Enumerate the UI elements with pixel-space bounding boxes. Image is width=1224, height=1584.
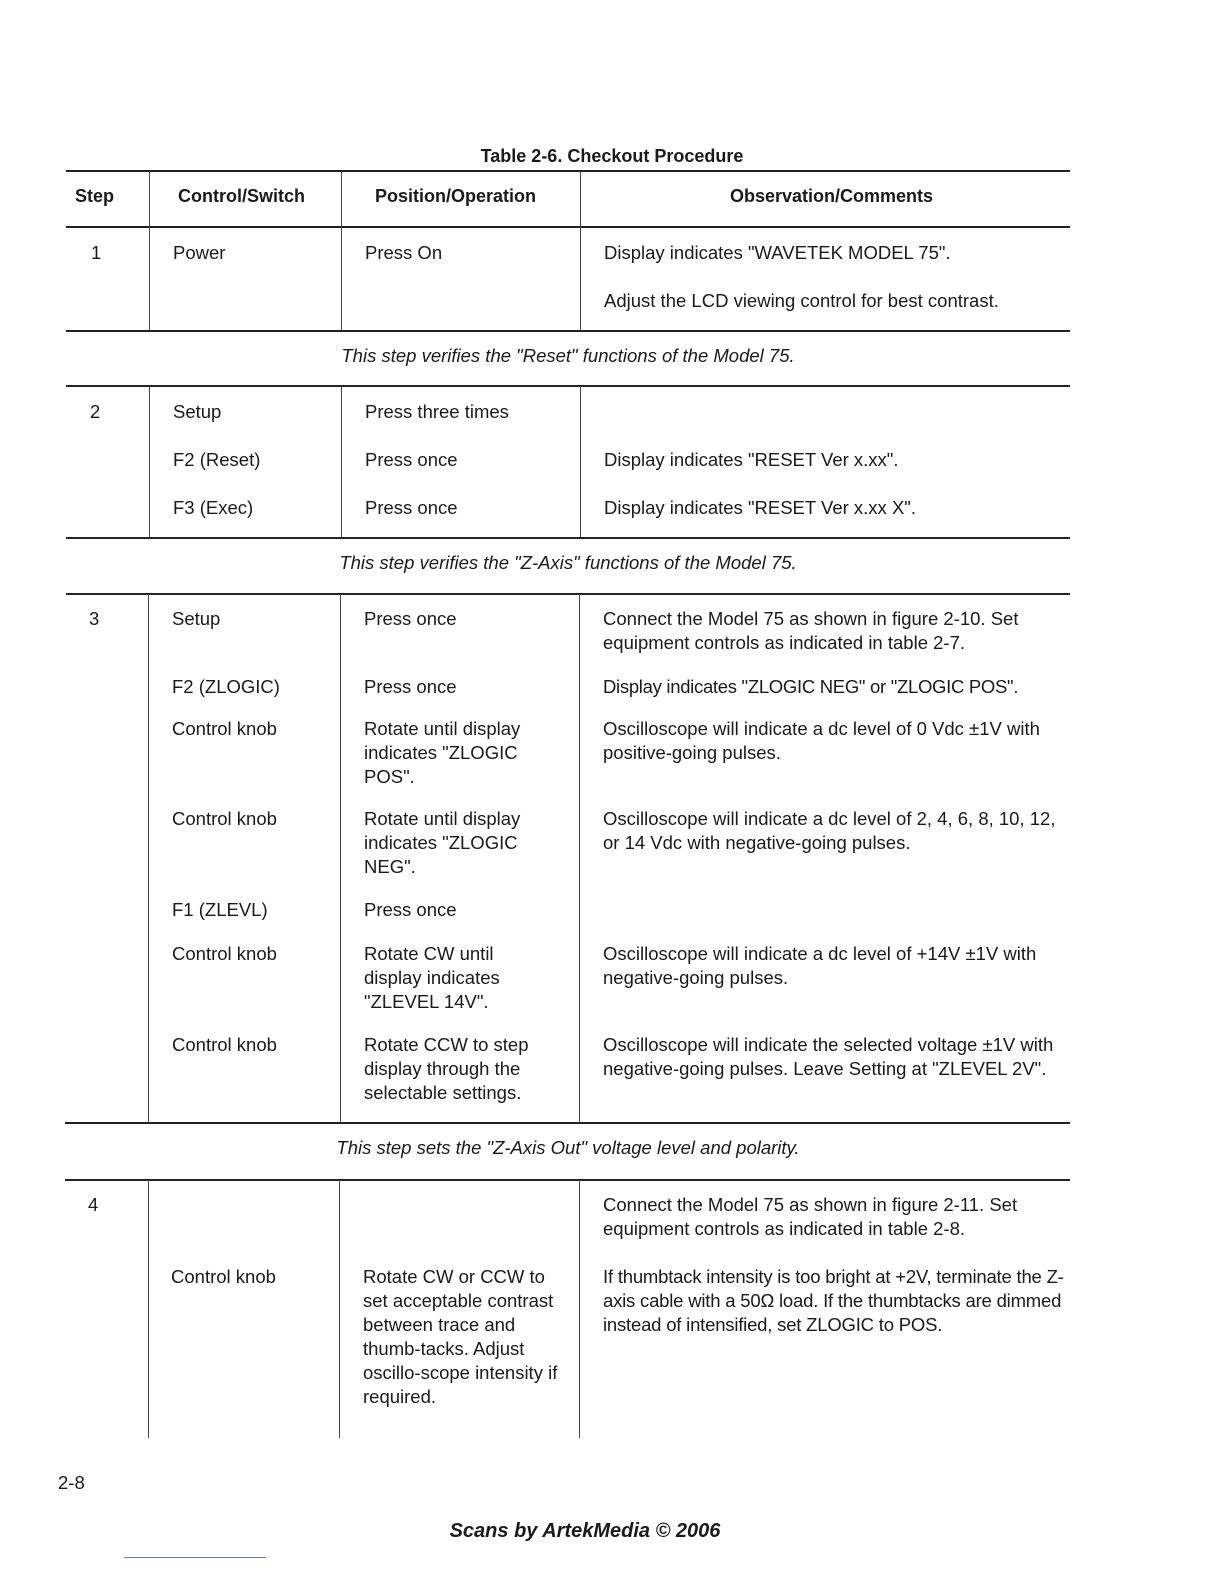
column-divider — [149, 386, 150, 538]
section-rule — [65, 1179, 1070, 1181]
control-cell: F1 (ZLEVL) — [172, 899, 268, 920]
observation-cell: Display indicates "ZLOGIC NEG" or "ZLOGIC POS". — [603, 676, 1019, 697]
column-divider — [341, 171, 342, 331]
header-control-switch: Control/Switch — [178, 186, 305, 206]
control-cell: Setup — [173, 401, 222, 422]
position-cell: Rotate CCW to step display through the selectable settings. — [364, 1034, 529, 1103]
header-position-operation: Position/Operation — [375, 186, 537, 206]
observation-cell: Oscilloscope will indicate the selected voltage ±1V with negative-going pulses. Leave Setting at "ZLEVEL 2V". — [603, 1034, 1054, 1079]
table-top-rule — [66, 170, 1070, 172]
control-cell: F2 (Reset) — [173, 449, 261, 470]
column-divider — [148, 1180, 149, 1438]
control-cell: Control knob — [172, 1034, 277, 1055]
scan-credit: Scans by ArtekMedia © 2006 — [449, 1520, 721, 1542]
observation-cell: Display indicates "WAVETEK MODEL 75". — [604, 242, 951, 263]
step-number: 3 — [89, 608, 100, 629]
column-divider — [579, 594, 580, 1124]
control-cell: Power — [173, 242, 226, 263]
position-cell: Press once — [365, 497, 458, 518]
observation-cell: Oscilloscope will indicate a dc level of 2, 4, 6, 8, 10, 12, or 14 Vdc with negative-going pulses. — [603, 808, 1056, 853]
section-rule — [65, 1122, 1070, 1124]
section-rule — [66, 385, 1070, 387]
control-cell: F2 (ZLOGIC) — [172, 676, 280, 697]
position-cell: Rotate until display indicates "ZLOGIC NEG". — [364, 808, 521, 877]
column-divider — [340, 594, 341, 1124]
observation-cell: If thumbtack intensity is too bright at +2V, terminate the Z-axis cable with a 50Ω load. If the thumbtacks are dimmed instead of intensified, set ZLOGIC to POS. — [603, 1266, 1064, 1335]
position-cell: Rotate until display indicates "ZLOGIC POS". — [364, 718, 521, 787]
section-rule — [66, 537, 1070, 539]
header-step: Step — [75, 186, 115, 206]
position-cell: Press once — [364, 676, 457, 697]
control-cell: Control knob — [171, 1266, 276, 1287]
page-number: 2-8 — [58, 1472, 85, 1493]
observation-cell: Adjust the LCD viewing control for best contrast. — [604, 290, 999, 311]
position-cell: Press once — [365, 449, 458, 470]
step-note: This step sets the "Z-Axis Out" voltage level and polarity. — [336, 1137, 800, 1158]
observation-cell: Display indicates "RESET Ver x.xx". — [604, 449, 899, 470]
control-cell: Setup — [172, 608, 221, 629]
control-cell: Control knob — [172, 718, 277, 739]
position-cell: Press On — [365, 242, 443, 263]
header-bottom-rule — [66, 226, 1070, 228]
column-divider — [341, 386, 342, 538]
footer-rule — [124, 1557, 266, 1558]
position-cell: Press once — [364, 899, 457, 920]
column-divider — [148, 594, 149, 1124]
table-title: Table 2-6. Checkout Procedure — [480, 146, 744, 166]
step-number: 4 — [88, 1194, 99, 1215]
column-divider — [580, 386, 581, 538]
column-divider — [580, 171, 581, 331]
observation-cell: Oscilloscope will indicate a dc level of +14V ±1V with negative-going pulses. — [603, 943, 1037, 988]
section-rule — [66, 330, 1070, 332]
observation-cell: Display indicates "RESET Ver x.xx X". — [604, 497, 916, 518]
control-cell: F3 (Exec) — [173, 497, 254, 518]
header-observation-comments: Observation/Comments — [730, 186, 934, 206]
column-divider — [339, 1180, 340, 1438]
position-cell: Press once — [364, 608, 457, 629]
step-number: 2 — [90, 401, 101, 422]
step-note: This step verifies the "Z-Axis" functions of the Model 75. — [339, 552, 797, 573]
section-rule — [66, 593, 1070, 595]
control-cell: Control knob — [172, 808, 277, 829]
observation-cell: Oscilloscope will indicate a dc level of 0 Vdc ±1V with positive-going pulses. — [603, 718, 1040, 763]
observation-cell: Connect the Model 75 as shown in figure 2-10. Set equipment controls as indicated in table 2-7. — [603, 608, 1019, 653]
observation-cell: Connect the Model 75 as shown in figure 2-11. Set equipment controls as indicated in table 2-8. — [603, 1194, 1018, 1239]
step-number: 1 — [91, 242, 102, 263]
position-cell: Rotate CW or CCW to set acceptable contrast between trace and thumb-tacks. Adjust oscillo-scope intensity if required. — [363, 1266, 558, 1407]
column-divider — [579, 1180, 580, 1438]
control-cell: Control knob — [172, 943, 277, 964]
position-cell: Rotate CW until display indicates "ZLEVEL 14V". — [364, 943, 500, 1012]
position-cell: Press three times — [365, 401, 509, 422]
step-note: This step verifies the "Reset" functions of the Model 75. — [341, 345, 795, 366]
column-divider — [149, 171, 150, 331]
